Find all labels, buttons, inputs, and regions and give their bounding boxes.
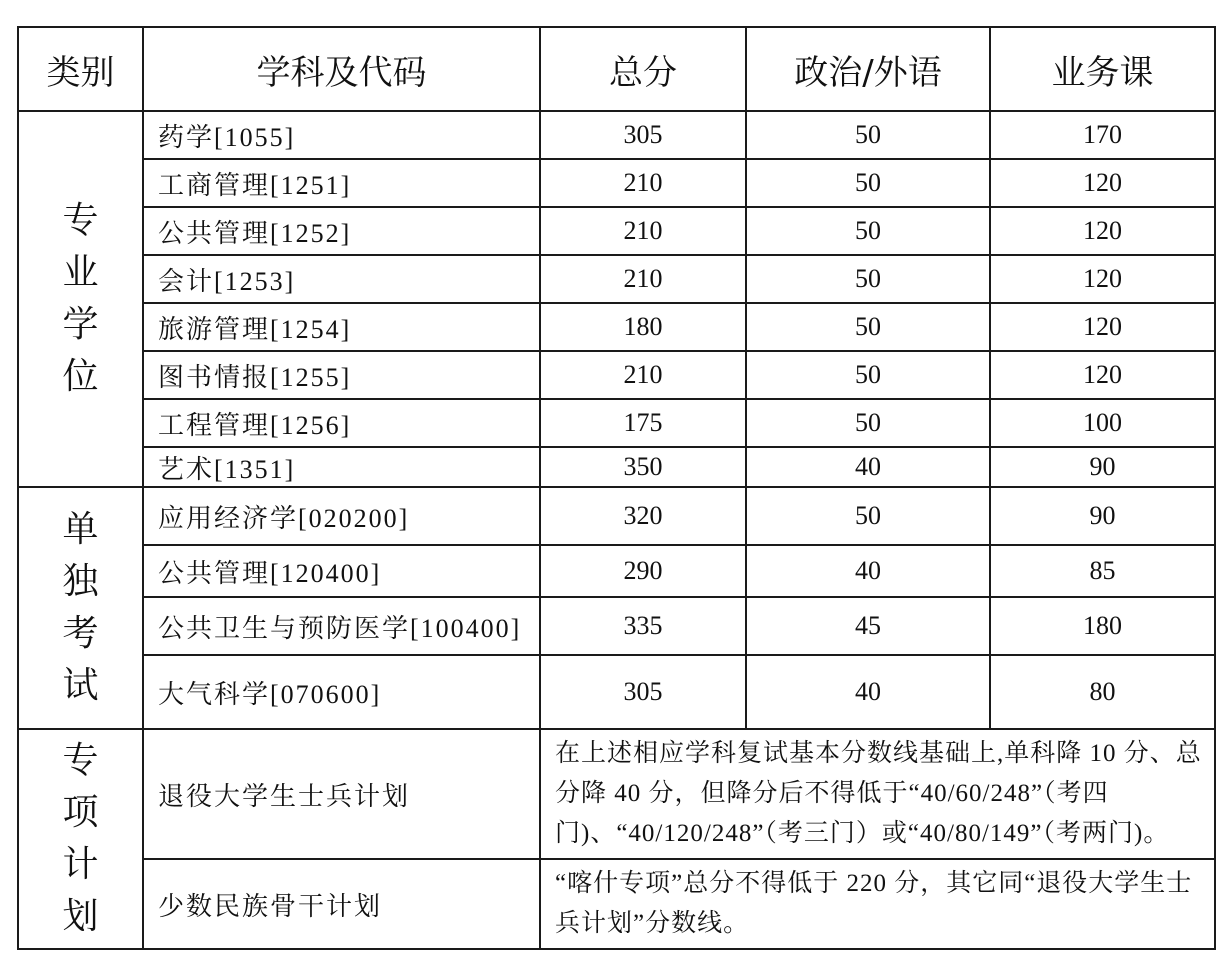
total-cell: 320 (540, 487, 746, 545)
total-cell: 175 (540, 399, 746, 447)
politics-language-cell: 40 (746, 655, 990, 729)
subject-cell: 退役大学生士兵计划 (143, 729, 540, 859)
table-row (18, 597, 1215, 655)
subject-cell: 图书情报[1255] (143, 351, 540, 399)
table-row (18, 399, 1215, 447)
subject-cell: 公共卫生与预防医学[100400] (143, 597, 540, 655)
major-cell: 100 (990, 399, 1215, 447)
subject-cell: 药学[1055] (143, 111, 540, 159)
politics-language-cell: 50 (746, 399, 990, 447)
table-header-row (18, 27, 1215, 111)
subject-cell: 大气科学[070600] (143, 655, 540, 729)
header-major: 业务课 (990, 27, 1215, 111)
table-row (18, 729, 1215, 859)
table-row (18, 207, 1215, 255)
category-cell-professional (18, 111, 143, 487)
major-cell: 170 (990, 111, 1215, 159)
major-cell: 90 (990, 447, 1215, 487)
politics-language-cell: 50 (746, 303, 990, 351)
table-row (18, 487, 1215, 545)
subject-cell: 会计[1253] (143, 255, 540, 303)
table-row (18, 303, 1215, 351)
major-cell: 120 (990, 351, 1215, 399)
politics-language-cell: 45 (746, 597, 990, 655)
category-cell-independent-exam (18, 487, 143, 729)
politics-language-cell: 50 (746, 111, 990, 159)
subject-cell: 公共管理[1252] (143, 207, 540, 255)
politics-language-cell: 50 (746, 487, 990, 545)
total-cell: 290 (540, 545, 746, 597)
total-cell: 180 (540, 303, 746, 351)
major-cell: 120 (990, 255, 1215, 303)
table-row (18, 447, 1215, 487)
score-line-table (17, 26, 1216, 950)
subject-cell: 工程管理[1256] (143, 399, 540, 447)
politics-language-cell: 50 (746, 255, 990, 303)
politics-language-cell: 50 (746, 351, 990, 399)
subject-cell: 工商管理[1251] (143, 159, 540, 207)
table-row (18, 255, 1215, 303)
total-cell: 210 (540, 207, 746, 255)
header-politics-language: 政治/外语 (746, 27, 990, 111)
header-total: 总分 (540, 27, 746, 111)
total-cell: 210 (540, 159, 746, 207)
category-label: 专 项 计 划 (62, 740, 99, 937)
subject-cell: 艺术[1351] (143, 447, 540, 487)
major-cell: 80 (990, 655, 1215, 729)
table-row (18, 859, 1215, 949)
table-row (18, 655, 1215, 729)
category-cell-special-program (18, 729, 143, 949)
politics-language-cell: 50 (746, 159, 990, 207)
table-row (18, 159, 1215, 207)
note-cell: “喀什专项”总分不得低于 220 分，其它同“退役大学生士兵计划”分数线。 (540, 859, 1215, 949)
table-row (18, 351, 1215, 399)
header-category: 类别 (18, 27, 143, 111)
subject-cell: 公共管理[120400] (143, 545, 540, 597)
major-cell: 180 (990, 597, 1215, 655)
total-cell: 335 (540, 597, 746, 655)
politics-language-cell: 40 (746, 447, 990, 487)
major-cell: 85 (990, 545, 1215, 597)
total-cell: 350 (540, 447, 746, 487)
total-cell: 210 (540, 351, 746, 399)
table-row (18, 545, 1215, 597)
header-subject: 学科及代码 (143, 27, 540, 111)
subject-cell: 应用经济学[020200] (143, 487, 540, 545)
politics-language-cell: 40 (746, 545, 990, 597)
major-cell: 120 (990, 207, 1215, 255)
total-cell: 305 (540, 111, 746, 159)
note-cell: 在上述相应学科复试基本分数线基础上,单科降 10 分、总分降 40 分，但降分后不得低于“40/60/248”（考四门)、“40/120/248”（考三门）或“40/80/149”（考两门)。 (540, 729, 1215, 859)
major-cell: 120 (990, 303, 1215, 351)
total-cell: 210 (540, 255, 746, 303)
total-cell: 305 (540, 655, 746, 729)
major-cell: 120 (990, 159, 1215, 207)
category-label: 专 业 学 位 (62, 200, 99, 397)
table-row (18, 111, 1215, 159)
subject-cell: 少数民族骨干计划 (143, 859, 540, 949)
subject-cell: 旅游管理[1254] (143, 303, 540, 351)
politics-language-cell: 50 (746, 207, 990, 255)
category-label: 单 独 考 试 (62, 509, 99, 706)
major-cell: 90 (990, 487, 1215, 545)
